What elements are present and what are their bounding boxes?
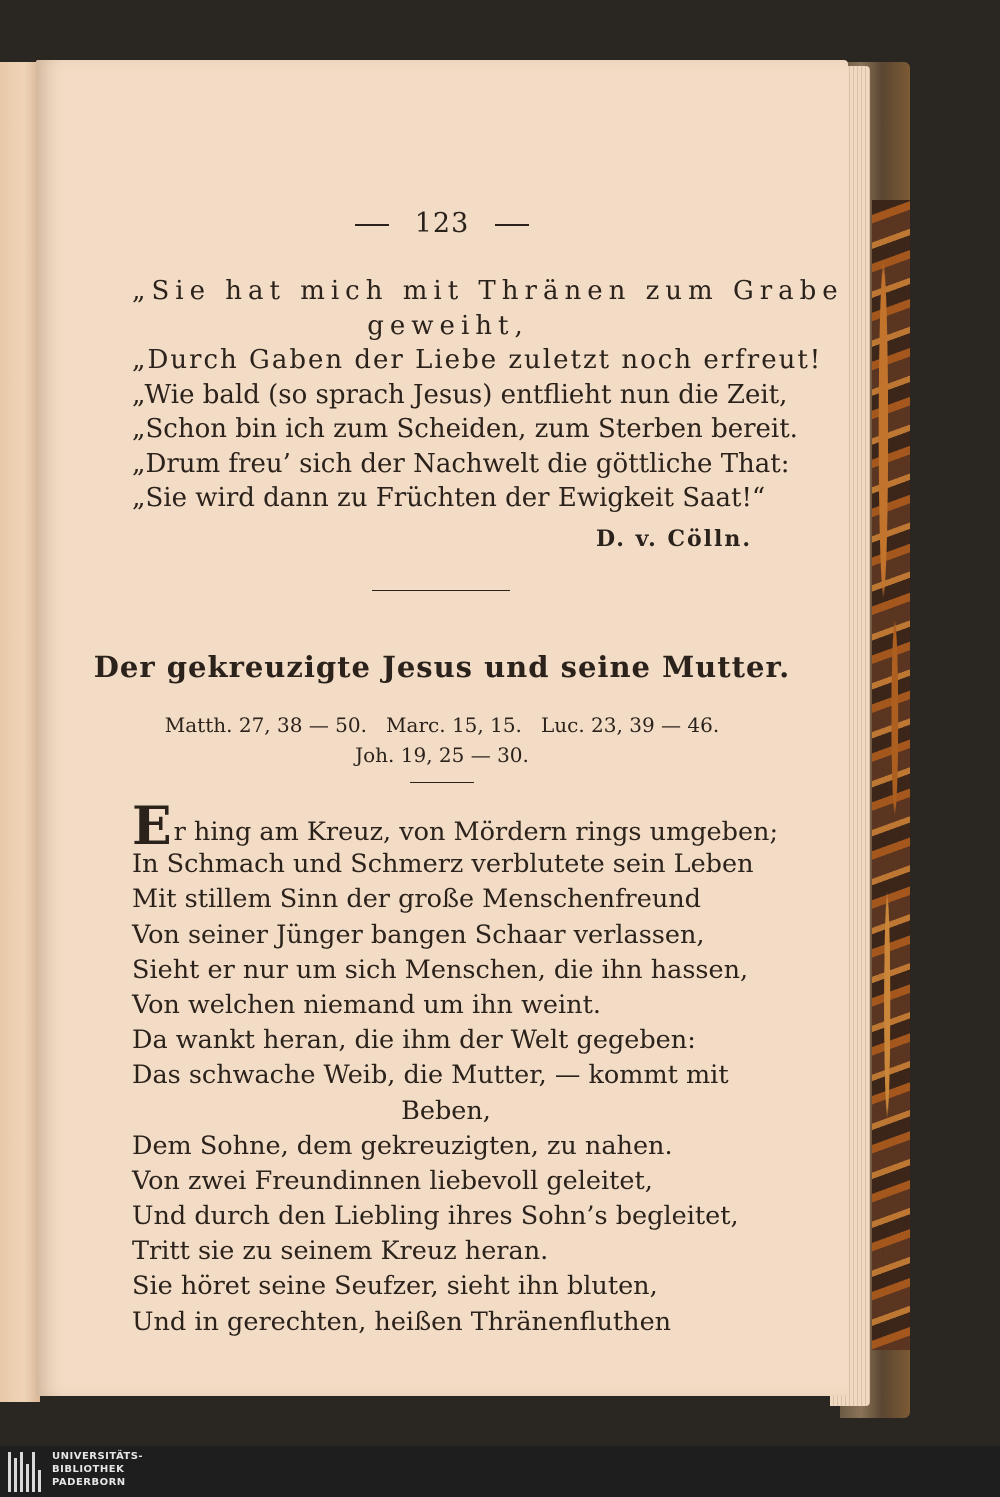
poem-main xyxy=(132,796,779,1340)
library-name xyxy=(52,1450,143,1489)
poem-line: „Sie wird dann zu Früchten der Ewigkeit Saat!“ xyxy=(132,483,766,513)
drop-cap: E xyxy=(132,796,172,857)
poem-line: Mit stillem Sinn der große Menschenfreund xyxy=(132,884,701,915)
poem-line: Tritt sie zu seinem Kreuz heran. xyxy=(132,1236,549,1267)
poem-line: Und in gerechten, heißen Thränenfluthen xyxy=(132,1306,672,1337)
dash-right xyxy=(495,224,529,226)
title-divider xyxy=(410,782,474,783)
poem-line: Sieht er nur um sich Menschen, die ihn hassen, xyxy=(132,954,749,985)
poem-line: Da wankt heran, die ihm der Welt gegeben: xyxy=(132,1025,696,1056)
scripture-references xyxy=(36,710,848,770)
poem-line: Das schwache Weib, die Mutter, — kommt mit xyxy=(132,1060,729,1091)
poem-line-continuation: Beben, xyxy=(401,1095,491,1126)
poem-attribution: D. v. Cölln. xyxy=(596,526,753,552)
poem-line: Sie höret seine Seufzer, sieht ihn bluten, xyxy=(132,1271,658,1302)
library-name-line: BIBLIOTHEK xyxy=(52,1464,125,1475)
library-name-line: UNIVERSITÄTS- xyxy=(52,1451,144,1462)
poem-line-first xyxy=(132,796,779,857)
dash-left xyxy=(355,224,389,226)
poem-line: In Schmach und Schmerz verblutete sein Leben xyxy=(132,849,754,880)
section-divider xyxy=(372,590,510,591)
poem-line: „Schon bin ich zum Scheiden, zum Sterben bereit. xyxy=(132,414,798,444)
library-logo-icon xyxy=(8,1452,46,1492)
facing-page-edge xyxy=(0,62,40,1402)
page-number xyxy=(36,208,848,239)
library-footer xyxy=(0,1446,1000,1497)
poem-title: Der gekreuzigte Jesus und seine Mutter. xyxy=(93,650,791,684)
poem-line-continuation: geweiht, xyxy=(367,310,529,341)
poem-line: Von welchen niemand um ihn weint. xyxy=(132,989,601,1020)
poem-line: „Wie bald (so sprach Jesus) entflieht nun die Zeit, xyxy=(132,379,788,410)
library-name-line: PADERBORN xyxy=(52,1477,126,1488)
poem-line: Von zwei Freundinnen liebevoll geleitet, xyxy=(132,1165,653,1196)
page-number-value: 123 xyxy=(414,208,470,239)
reference-line: Joh. 19, 25 — 30. xyxy=(355,743,529,767)
poem-stanza-top xyxy=(132,274,844,516)
poem-line: Von seiner Jünger bangen Schaar verlassen, xyxy=(132,919,705,950)
reference-line: Matth. 27, 38 — 50. Marc. 15, 15. Luc. 23, 39 — 46. xyxy=(164,713,720,737)
marbled-cover-edge xyxy=(872,200,910,1350)
poem-line: Und durch den Liebling ihres Sohn’s begleitet, xyxy=(132,1201,739,1232)
poem-line: „Durch Gaben der Liebe zuletzt noch erfreut! xyxy=(132,345,823,375)
poem-line: Dem Sohne, dem gekreuzigten, zu nahen. xyxy=(132,1130,673,1161)
poem-line: „Sie hat mich mit Thränen zum Grabe xyxy=(132,276,844,306)
poem-line: „Drum freu’ sich der Nachwelt die göttliche That: xyxy=(132,448,790,479)
book-page xyxy=(36,60,848,1396)
poem-line-text: r hing am Kreuz, von Mördern rings umgeben; xyxy=(173,817,779,847)
